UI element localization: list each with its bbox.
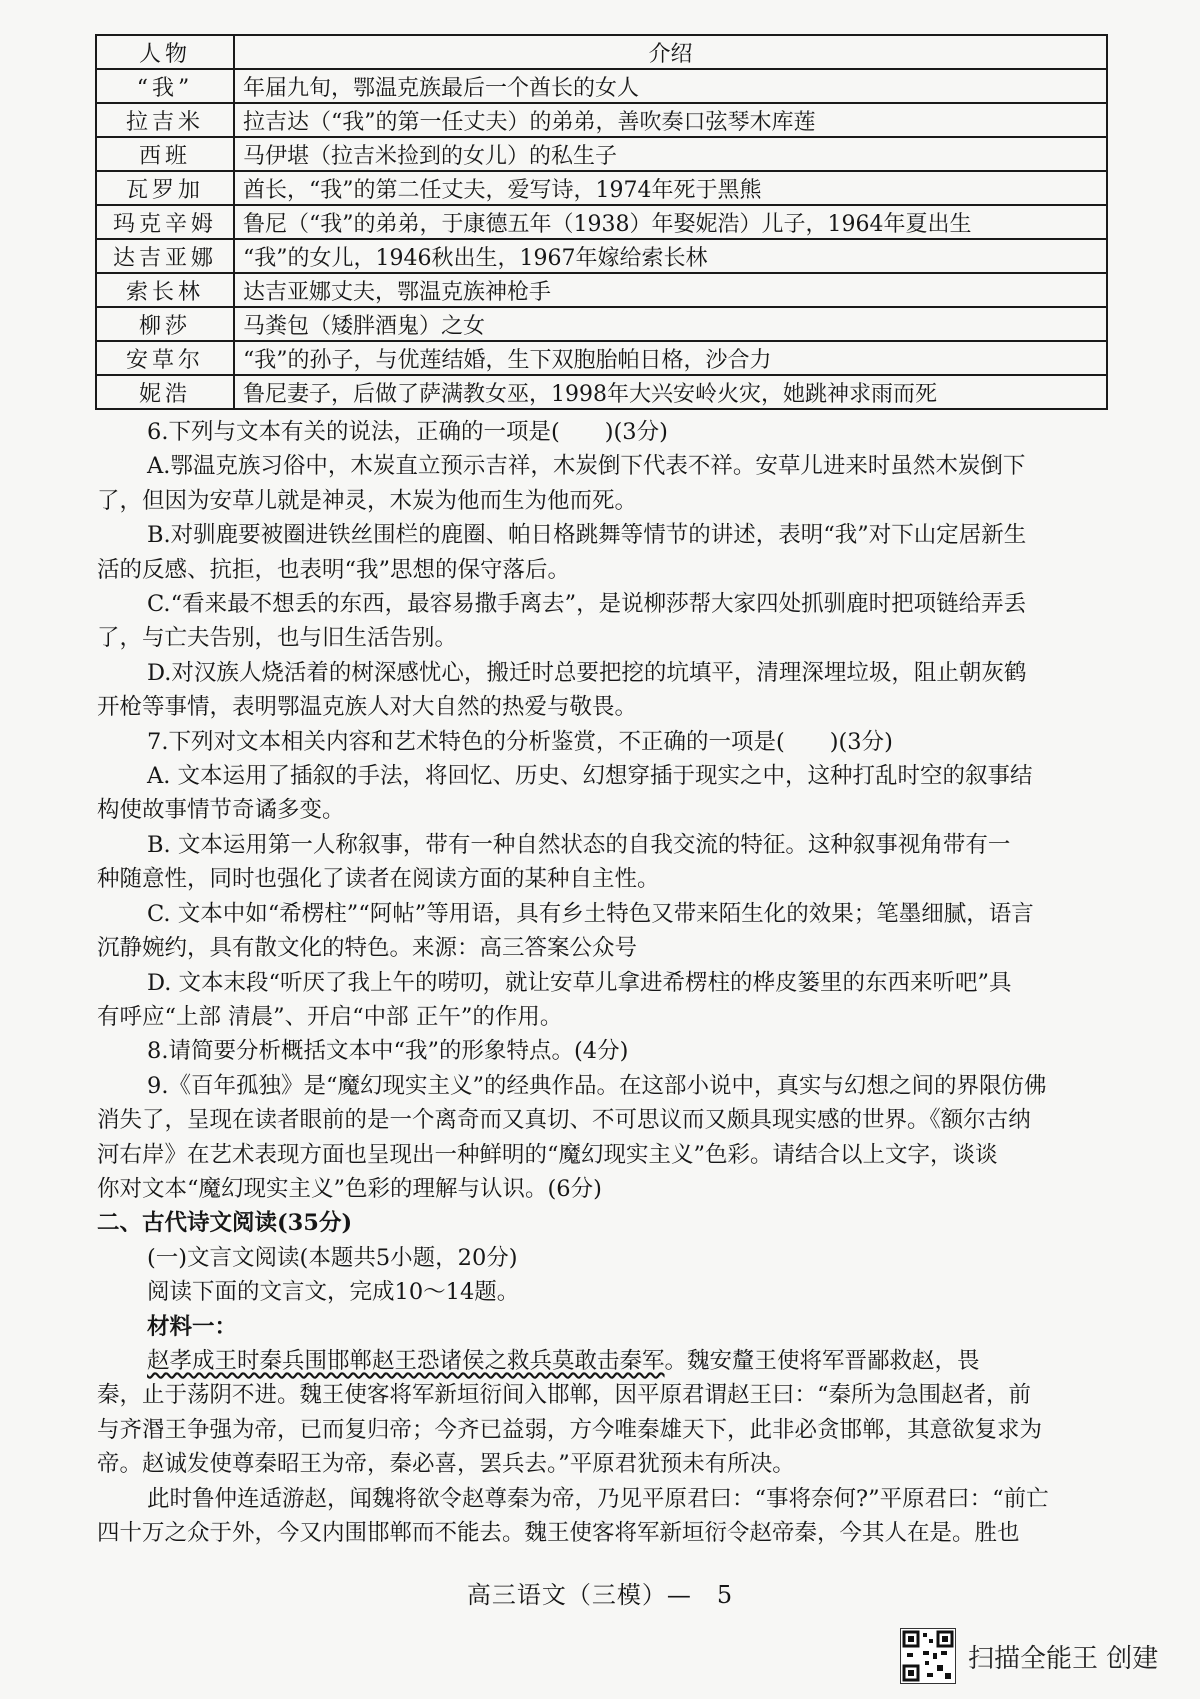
- question-7-option-c: C. 文本中如“希楞柱”“阿帖”等用语，具有乡土特色又带来陌生化的效果；笔墨细腻，语言: [147, 900, 1034, 927]
- character-name: 拉吉米: [96, 103, 234, 137]
- table-row: [96, 103, 1107, 137]
- character-intro: 达吉亚娜丈夫，鄂温克族神枪手: [234, 273, 1107, 307]
- character-intro: 鲁尼（“我”的弟弟，于康德五年（1938）年娶妮浩）儿子，1964年夏出生: [234, 205, 1107, 239]
- character-intro: 马伊堪（拉吉米捡到的女儿）的私生子: [234, 137, 1107, 171]
- material-1-line-3: 与齐湣王争强为帝，已而复归帝；今齐已益弱，方今唯秦雄天下，此非必贪邯郸，其意欲复求为: [97, 1416, 1043, 1443]
- question-7-option-c-cont: 沉静婉约，具有散文化的特色。来源：高三答案公众号: [97, 935, 638, 962]
- question-9-line-4: 你对文本“魔幻现实主义”色彩的理解与认识。(6分): [97, 1175, 602, 1202]
- material-1-line-1: [97, 1344, 1112, 1378]
- table-row: [96, 307, 1107, 341]
- question-7-option-d: D. 文本末段“听厌了我上午的唠叨，就让安草儿拿进希楞柱的桦皮篓里的东西来听吧”具: [147, 969, 1012, 996]
- character-name: “我”: [96, 69, 234, 103]
- question-6-option-b: B.对驯鹿要被圈进铁丝围栏的鹿圈、帕日格跳舞等情节的讲述，表明“我”对下山定居新生: [147, 522, 1027, 549]
- question-6-option-d: D.对汉族人烧活着的树深感忧心，搬迁时总要把挖的坑填平，清理深埋垃圾，阻止朝灰鹤: [147, 659, 1027, 686]
- table-row: [96, 137, 1107, 171]
- character-intro: 马粪包（矮胖酒鬼）之女: [234, 307, 1107, 341]
- section-2-heading: 二、古代诗文阅读(35分): [97, 1210, 353, 1237]
- scanner-watermark: [900, 1627, 1158, 1685]
- question-7-option-b: B. 文本运用第一人称叙事，带有一种自然状态的自我交流的特征。这种叙事视角带有一: [147, 831, 1011, 858]
- character-intro: 年届九旬，鄂温克族最后一个酋长的女人: [234, 69, 1107, 103]
- question-9-line-2: 消失了，呈现在读者眼前的是一个离奇而又真切、不可思议而又颇具现实感的世界。《额尔古纳: [97, 1107, 1031, 1134]
- material-1-line-2: 秦，止于荡阴不进。魏王使客将军新垣衍间入邯郸，因平原君谓赵王曰：“秦所为急围赵者，前: [97, 1382, 1032, 1409]
- character-name: 妮浩: [96, 375, 234, 409]
- material-1-para-2-line-1: 此时鲁仲连适游赵，闻魏将欲令赵尊秦为帝，乃见平原君曰：“事将奈何?”平原君曰：“前亡: [147, 1485, 1049, 1512]
- character-intro: 酋长，“我”的第二任丈夫，爱写诗，1974年死于黑熊: [234, 171, 1107, 205]
- character-name: 达吉亚娜: [96, 239, 234, 273]
- column-header-name: 人物: [96, 35, 234, 69]
- material-1-para-2-line-2: 四十万之众于外，今又内围邯郸而不能去。魏王使客将军新垣衍令赵帝秦，今其人在是。胜也: [97, 1520, 1020, 1546]
- table-row: [96, 341, 1107, 375]
- character-name: 安草尔: [96, 341, 234, 375]
- material-1-line-4: 帝。赵诚发使尊秦昭王为帝，秦必喜，罢兵去。”平原君犹预未有所决。: [97, 1451, 795, 1478]
- question-8: 8.请简要分析概括文本中“我”的形象特点。(4分): [147, 1038, 629, 1065]
- table-row: [96, 375, 1107, 409]
- table-row: [96, 273, 1107, 307]
- reading-instructions: 阅读下面的文言文，完成10～14题。: [147, 1279, 520, 1306]
- question-6-option-b-cont: 活的反感、抗拒，也表明“我”思想的保守落后。: [97, 556, 571, 583]
- question-6-option-c-cont: 了，与亡夫告别，也与旧生活告别。: [97, 625, 458, 652]
- question-7-stem: 7.下列对文本相关内容和艺术特色的分析鉴赏，不正确的一项是( )(3分): [147, 728, 893, 755]
- table-row: [96, 205, 1107, 239]
- qr-code-icon: [900, 1628, 956, 1684]
- question-6-option-c: C.“看来最不想丢的东西，最容易撒手离去”，是说柳莎帮大家四处抓驯鹿时把项链给弄丢: [147, 591, 1027, 618]
- character-table: [95, 34, 1108, 410]
- question-6-stem: 6.下列与文本有关的说法，正确的一项是( )(3分): [147, 419, 668, 445]
- table-row: [96, 69, 1107, 103]
- material-1-underlined-sentence: 赵孝成王时秦兵围邯郸赵王恐诸侯之救兵莫敢击秦军: [147, 1347, 665, 1374]
- character-name: 瓦罗加: [96, 171, 234, 205]
- character-name: 柳莎: [96, 307, 234, 341]
- material-1-line-1-rest: 。魏安釐王使将军晋鄙救赵，畏: [664, 1347, 980, 1374]
- page-footer: 高三语文（三模）— 5: [466, 1581, 734, 1609]
- table-row: [96, 171, 1107, 205]
- character-name: 西班: [96, 137, 234, 171]
- question-7-option-d-cont: 有呼应“上部 清晨”、开启“中部 正午”的作用。: [97, 1003, 563, 1030]
- column-header-intro: 介绍: [234, 35, 1107, 69]
- character-intro: “我”的女儿，1946秋出生，1967年嫁给索长林: [234, 239, 1107, 273]
- character-name: 玛克辛姆: [96, 205, 234, 239]
- subsection-1-heading: (一)文言文阅读(本题共5小题，20分): [147, 1244, 518, 1271]
- exam-body: [97, 415, 1112, 1550]
- question-6-option-a-cont: 了，但因为安草儿就是神灵，木炭为他而生为他而死。: [97, 487, 638, 514]
- character-intro: 鲁尼妻子，后做了萨满教女巫，1998年大兴安岭火灾，她跳神求雨而死: [234, 375, 1107, 409]
- material-1-label: 材料一：: [147, 1313, 238, 1340]
- question-7-option-a-cont: 构使故事情节奇谲多变。: [97, 797, 345, 824]
- table-row: [96, 239, 1107, 273]
- character-intro: “我”的孙子，与优莲结婚，生下双胞胎帕日格，沙合力: [234, 341, 1107, 375]
- character-intro: 拉吉达（“我”的第一任丈夫）的弟弟，善吹奏口弦琴木库莲: [234, 103, 1107, 137]
- question-6-option-d-cont: 开枪等事情，表明鄂温克族人对大自然的热爱与敬畏。: [97, 694, 638, 721]
- scanner-label: 扫描全能王 创建: [968, 1643, 1159, 1674]
- question-7-option-a: A. 文本运用了插叙的手法，将回忆、历史、幻想穿插于现实之中，这种打乱时空的叙事结: [147, 763, 1033, 790]
- question-9-line-3: 河右岸》在艺术表现方面也呈现出一种鲜明的“魔幻现实主义”色彩。请结合以上文字，谈谈: [97, 1141, 998, 1168]
- question-6-option-a: A.鄂温克族习俗中，木炭直立预示吉祥，木炭倒下代表不祥。安草儿进来时虽然木炭倒下: [147, 453, 1026, 480]
- question-9-line-1: 9.《百年孤独》是“魔幻现实主义”的经典作品。在这部小说中，真实与幻想之间的界限仿佛: [147, 1072, 1047, 1099]
- table-header-row: [96, 35, 1107, 69]
- question-7-option-b-cont: 种随意性，同时也强化了读者在阅读方面的某种自主性。: [97, 866, 660, 893]
- character-name: 索长林: [96, 273, 234, 307]
